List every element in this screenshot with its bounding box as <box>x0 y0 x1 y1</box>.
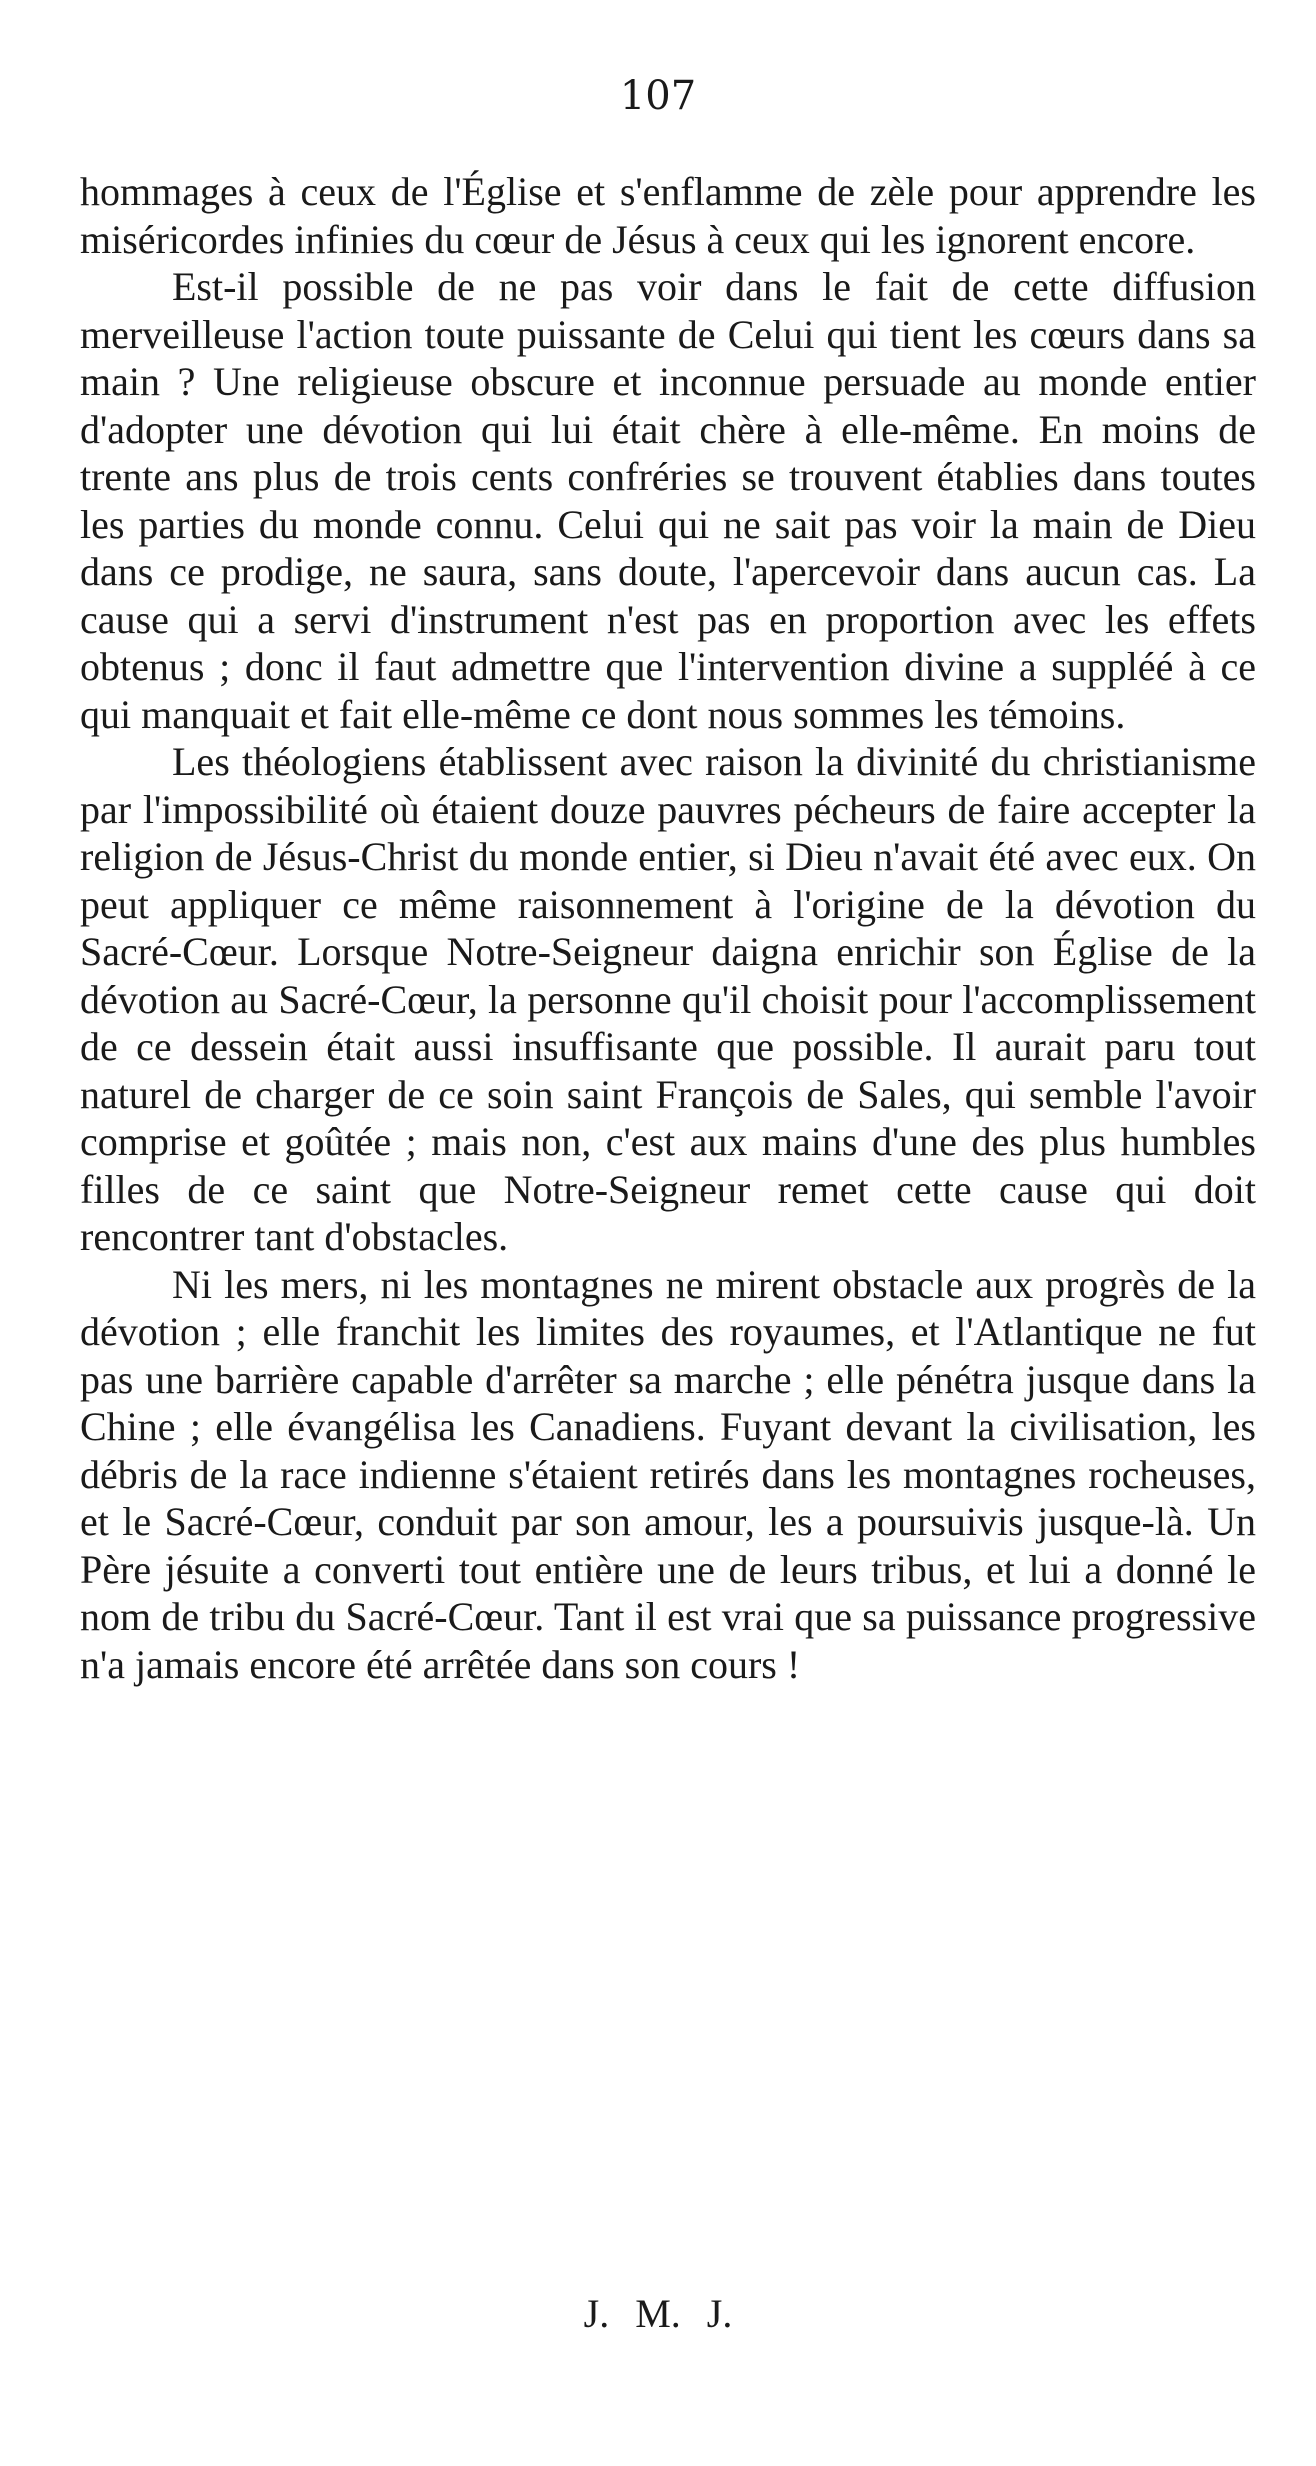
page-number: 107 <box>619 73 697 119</box>
paragraph-2: Est-il possible de ne pas voir dans le fait de cette diffusion merveilleuse l'action toute puissante de Celui qui tient les cœurs dans sa main ? Une religieuse obscure et inconnue persuade au monde entier d'adopter une dévotion qui lui était chère à elle-même. En moins de trente ans plus de trois cents confréries se trouvent établies dans toutes les parties du monde connu. Celui qui ne sait pas voir la main de Dieu dans ce prodige, ne saura, sans doute, l'apercevoir dans aucun cas. La cause qui a servi d'instrument n'est pas en proportion avec les effets obtenus ; donc il faut admettre que l'intervention divine a suppléé à ce qui manquait et fait elle-même ce dont nous sommes les témoins. <box>80 264 1256 737</box>
paragraph-1: hommages à ceux de l'Église et s'enflamme de zèle pour apprendre les miséricordes infinies du cœur de Jésus à ceux qui les ignorent encore. <box>80 169 1256 262</box>
signature-jmj: J. M. J. <box>583 2291 733 2336</box>
paragraph-3: Les théologiens établissent avec raison la divinité du christianisme par l'impossibilité où étaient douze pauvres pécheurs de faire accepter la religion de Jésus-Christ du monde entier, si Dieu n'avait été avec eux. On peut appliquer ce même raisonnement à l'origine de la dévotion du Sacré-Cœur. Lorsque Notre-Seigneur daigna enrichir son Église de la dévotion au Sacré-Cœur, la personne qu'il choisit pour l'accomplissement de ce dessein était aussi insuffisante que possible. Il aurait paru tout naturel de charger de ce soin saint François de Sales, qui semble l'avoir comprise et goûtée ; mais non, c'est aux mains d'une des plus humbles filles de ce saint que Notre-Seigneur remet cette cause qui doit rencontrer tant d'obstacles. <box>80 739 1256 1259</box>
paragraph-4: Ni les mers, ni les montagnes ne mirent obstacle aux progrès de la dévotion ; elle franchit les limites des royaumes, et l'Atlantique ne fut pas une barrière capable d'arrêter sa marche ; elle pénétra jusque dans la Chine ; elle évangélisa les Canadiens. Fuyant devant la civilisation, les débris de la race indienne s'étaient retirés dans les montagnes rocheuses, et le Sacré-Cœur, conduit par son amour, les a poursuivis jusque-là. Un Père jésuite a converti tout entière une de leurs tribus, et lui a donné le nom de tribu du Sacré-Cœur. Tant il est vrai que sa puissance progressive n'a jamais encore été arrêtée dans son cours ! <box>80 1261 1256 1687</box>
body-text <box>80 168 1256 1688</box>
